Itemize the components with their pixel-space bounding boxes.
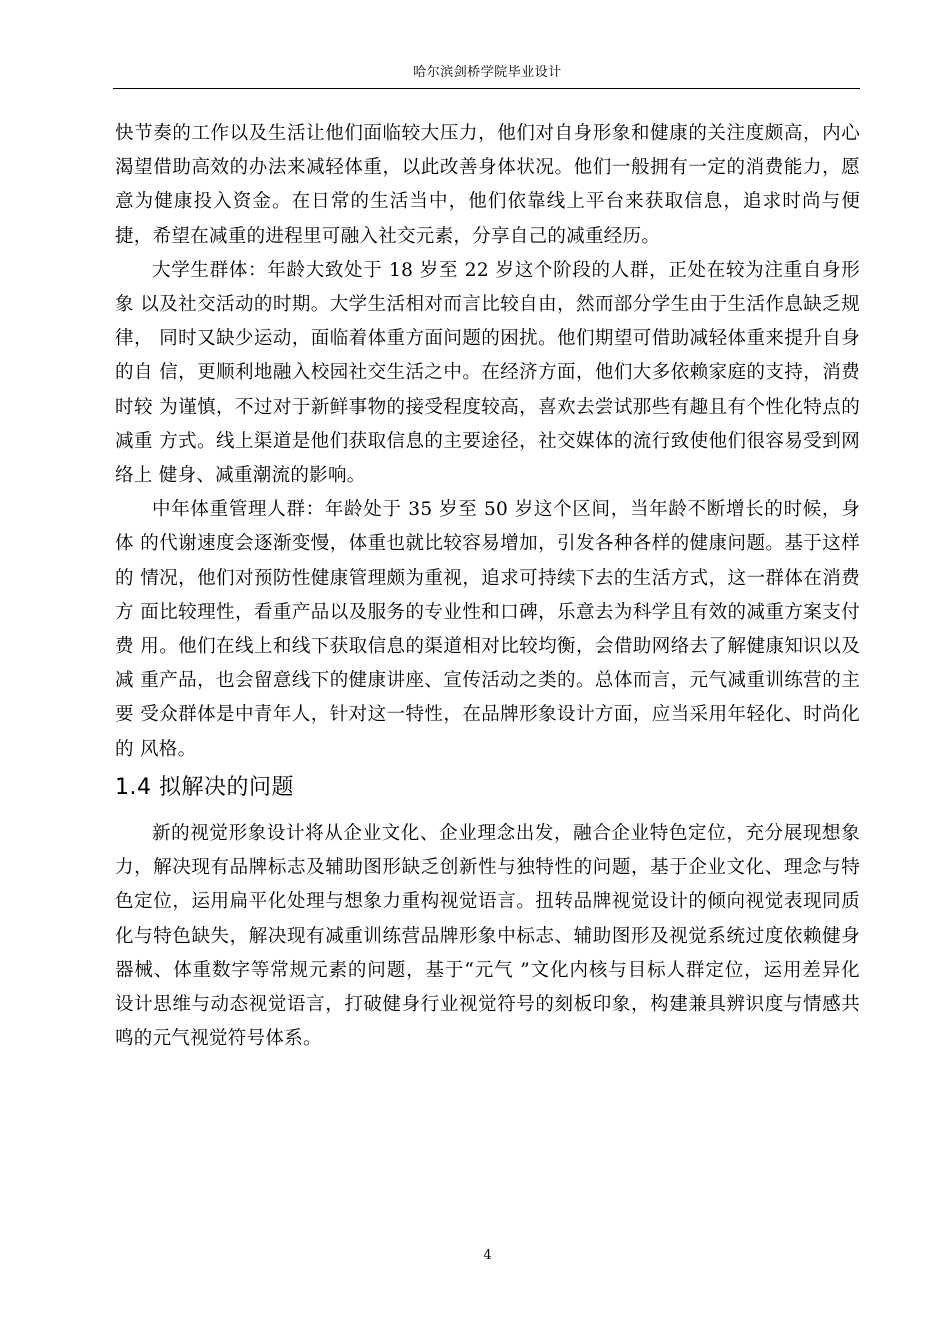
- paragraph-problems-to-solve: 新的视觉形象设计将从企业文化、企业理念出发，融合企业特色定位，充分展现想象力，解决现有品牌标志及辅助图形缺乏创新性与独特性的问题，基于企业文化、理念与特色定位，运用扁平化处理与想象力重构视觉语言。扭转品牌视觉设计的倾向视觉表现同质化与特色缺失，解决现有减重训练营品牌形象中标志、辅助图形及视觉系统过度依赖健身器械、体重数字等常规元素的问题，基于“元气 ”文化内核与目标人群定位，运用差异化 设计思维与动态视觉语言，打破健身行业视觉符号的刻板印象，构建兼具辨识度与情感共 鸣的元气视觉符号体系。: [115, 823, 860, 1050]
- paragraph-college-students: 大学生群体：年龄大致处于 18 岁至 22 岁这个阶段的人群，正处在较为注重自身形象 以及社交活动的时期。大学生活相对而言比较自由，然而部分学生由于生活作息缺乏规律， 同时又缺少运动，面临着体重方面问题的困扰。他们期望可借助减轻体重来提升自身的自 信，更顺利地融入校园社交生活之中。在经济方面，他们大多依赖家庭的支持，消费时较 为谨慎，不过对于新鲜事物的接受程度较高，喜欢去尝试那些有趣且有个性化特点的减重 方式。线上渠道是他们获取信息的主要途径，社交媒体的流行致使他们很容易受到网络上 健身、减重潮流的影响。: [115, 259, 860, 487]
- page-number: 4: [483, 1248, 492, 1263]
- body-text-top: [115, 117, 860, 767]
- running-header: 哈尔滨剑桥学院毕业设计: [413, 65, 562, 80]
- header-rule: [113, 88, 860, 89]
- section-heading-1-4: 1.4 拟解决的问题: [115, 775, 294, 800]
- paragraph-young-professionals-continued: 快节奏的工作以及生活让他们面临较大压力，他们对自身形象和健康的关注度颇高，内心渴望借助高效的办法来减轻体重，以此改善身体状况。他们一般拥有一定的消费能力，愿意为健康投入资金。在日常的生活当中，他们依靠线上平台来获取信息，追求时尚与便捷，希望在减重的进程里可融入社交元素，分享自己的减重经历。: [115, 123, 860, 247]
- body-text-bottom: [115, 817, 860, 1056]
- paragraph-middle-aged-group: 中年体重管理人群：年龄处于 35 岁至 50 岁这个区间，当年龄不断增长的时候，身体 的代谢速度会逐渐变慢，体重也就比较容易增加，引发各种各样的健康问题。基于这样的 情况，他们对预防性健康管理颇为重视，追求可持续下去的生活方式，这一群体在消费方 面比较理性，看重产品以及服务的专业性和口碑，乐意去为科学且有效的减重方案支付费 用。他们在线上和线下获取信息的渠道相对比较均衡，会借助网络去了解健康知识以及减 重产品，也会留意线下的健康讲座、宣传活动之类的。总体而言，元气减重训练营的主要 受众群体是中青年人，针对这一特性，在品牌形象设计方面，应当采用年轻化、时尚化的 风格。: [115, 499, 860, 760]
